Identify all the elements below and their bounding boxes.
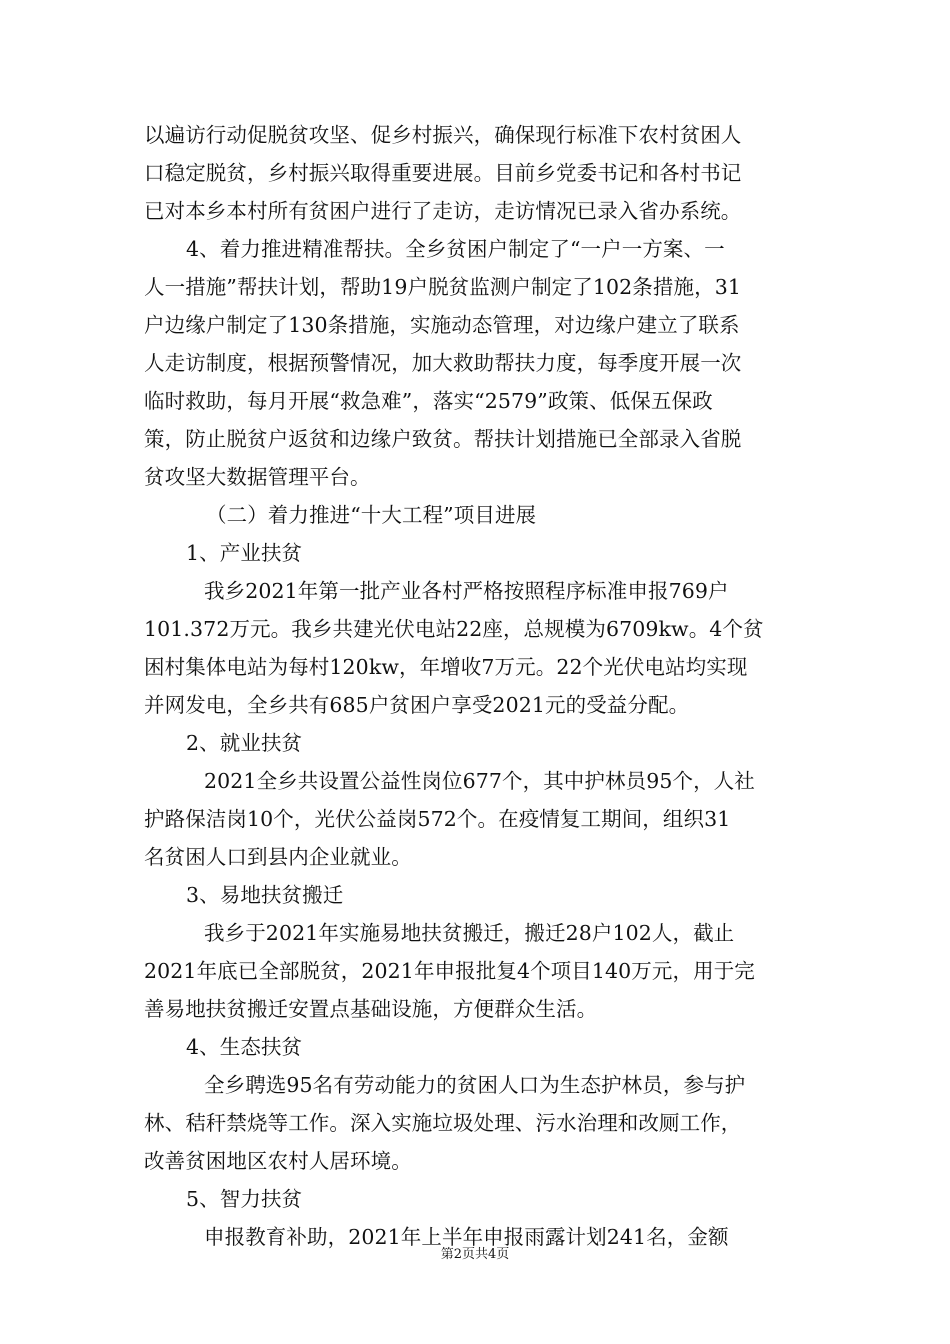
text-line: 2021年底已全部脱贫，2021年申报批复4个项目140万元，用于完 [144,959,755,983]
subsection-heading: 4、生态扶贫 [186,1035,303,1059]
text-line: 我乡2021年第一批产业各村严格按照程序标准申报769户 [204,579,729,603]
text-line: 申报教育补助，2021年上半年申报雨露计划241名，金额 [204,1225,729,1249]
text-line: 人走访制度，根据预警情况，加大救助帮扶力度，每季度开展一次 [144,351,742,375]
text-line: 困村集体电站为每村120kw，年增收7万元。22个光伏电站均实现 [144,655,748,679]
text-line: 护路保洁岗10个，光伏公益岗572个。在疫情复工期间，组织31 [144,807,731,831]
text-line: 林、秸秆禁烧等工作。深入实施垃圾处理、污水治理和改厕工作， [144,1111,742,1135]
text-line: 101.372万元。我乡共建光伏电站22座，总规模为6709kw。4个贫 [144,617,764,641]
text-line: 户边缘户制定了130条措施，实施动态管理，对边缘户建立了联系 [144,313,740,337]
subsection-heading: 1、产业扶贫 [186,541,303,565]
text-line: 2021全乡共设置公益性岗位677个，其中护林员95个，人社 [204,769,755,793]
text-line: 已对本乡本村所有贫困户进行了走访，走访情况已录入省办系统。 [144,199,742,223]
text-line: 我乡于2021年实施易地扶贫搬迁，搬迁28户102人，截止 [204,921,735,945]
text-line: 口稳定脱贫，乡村振兴取得重要进展。目前乡党委书记和各村书记 [144,161,742,185]
text-line: 4、着力推进精准帮扶。全乡贫困户制定了“一户一方案、一 [186,237,725,261]
subsection-heading: 2、就业扶贫 [186,731,303,755]
text-line: 改善贫困地区农村人居环境。 [144,1149,412,1173]
text-line: 名贫困人口到县内企业就业。 [144,845,412,869]
text-line: 以遍访行动促脱贫攻坚、促乡村振兴，确保现行标准下农村贫困人 [144,123,742,147]
text-line: 贫攻坚大数据管理平台。 [144,465,371,489]
text-line: 全乡聘选95名有劳动能力的贫困人口为生态护林员，参与护 [204,1073,746,1097]
text-line: 并网发电，全乡共有685户贫困户享受2021元的受益分配。 [144,693,690,717]
text-line: 善易地扶贫搬迁安置点基础设施，方便群众生活。 [144,997,598,1021]
section-heading: （二）着力推进“十大工程”项目进展 [206,503,537,527]
subsection-heading: 5、智力扶贫 [186,1187,303,1211]
page-number: 第2页共4页 [440,1247,510,1262]
subsection-heading: 3、易地扶贫搬迁 [186,883,344,907]
document-body [144,116,812,1256]
text-line: 临时救助，每月开展“救急难”，落实“2579”政策、低保五保政 [144,389,713,413]
text-line: 人一措施”帮扶计划，帮助19户脱贫监测户制定了102条措施，31 [144,275,741,299]
text-line: 策，防止脱贫户返贫和边缘户致贫。帮扶计划措施已全部录入省脱 [144,427,742,451]
